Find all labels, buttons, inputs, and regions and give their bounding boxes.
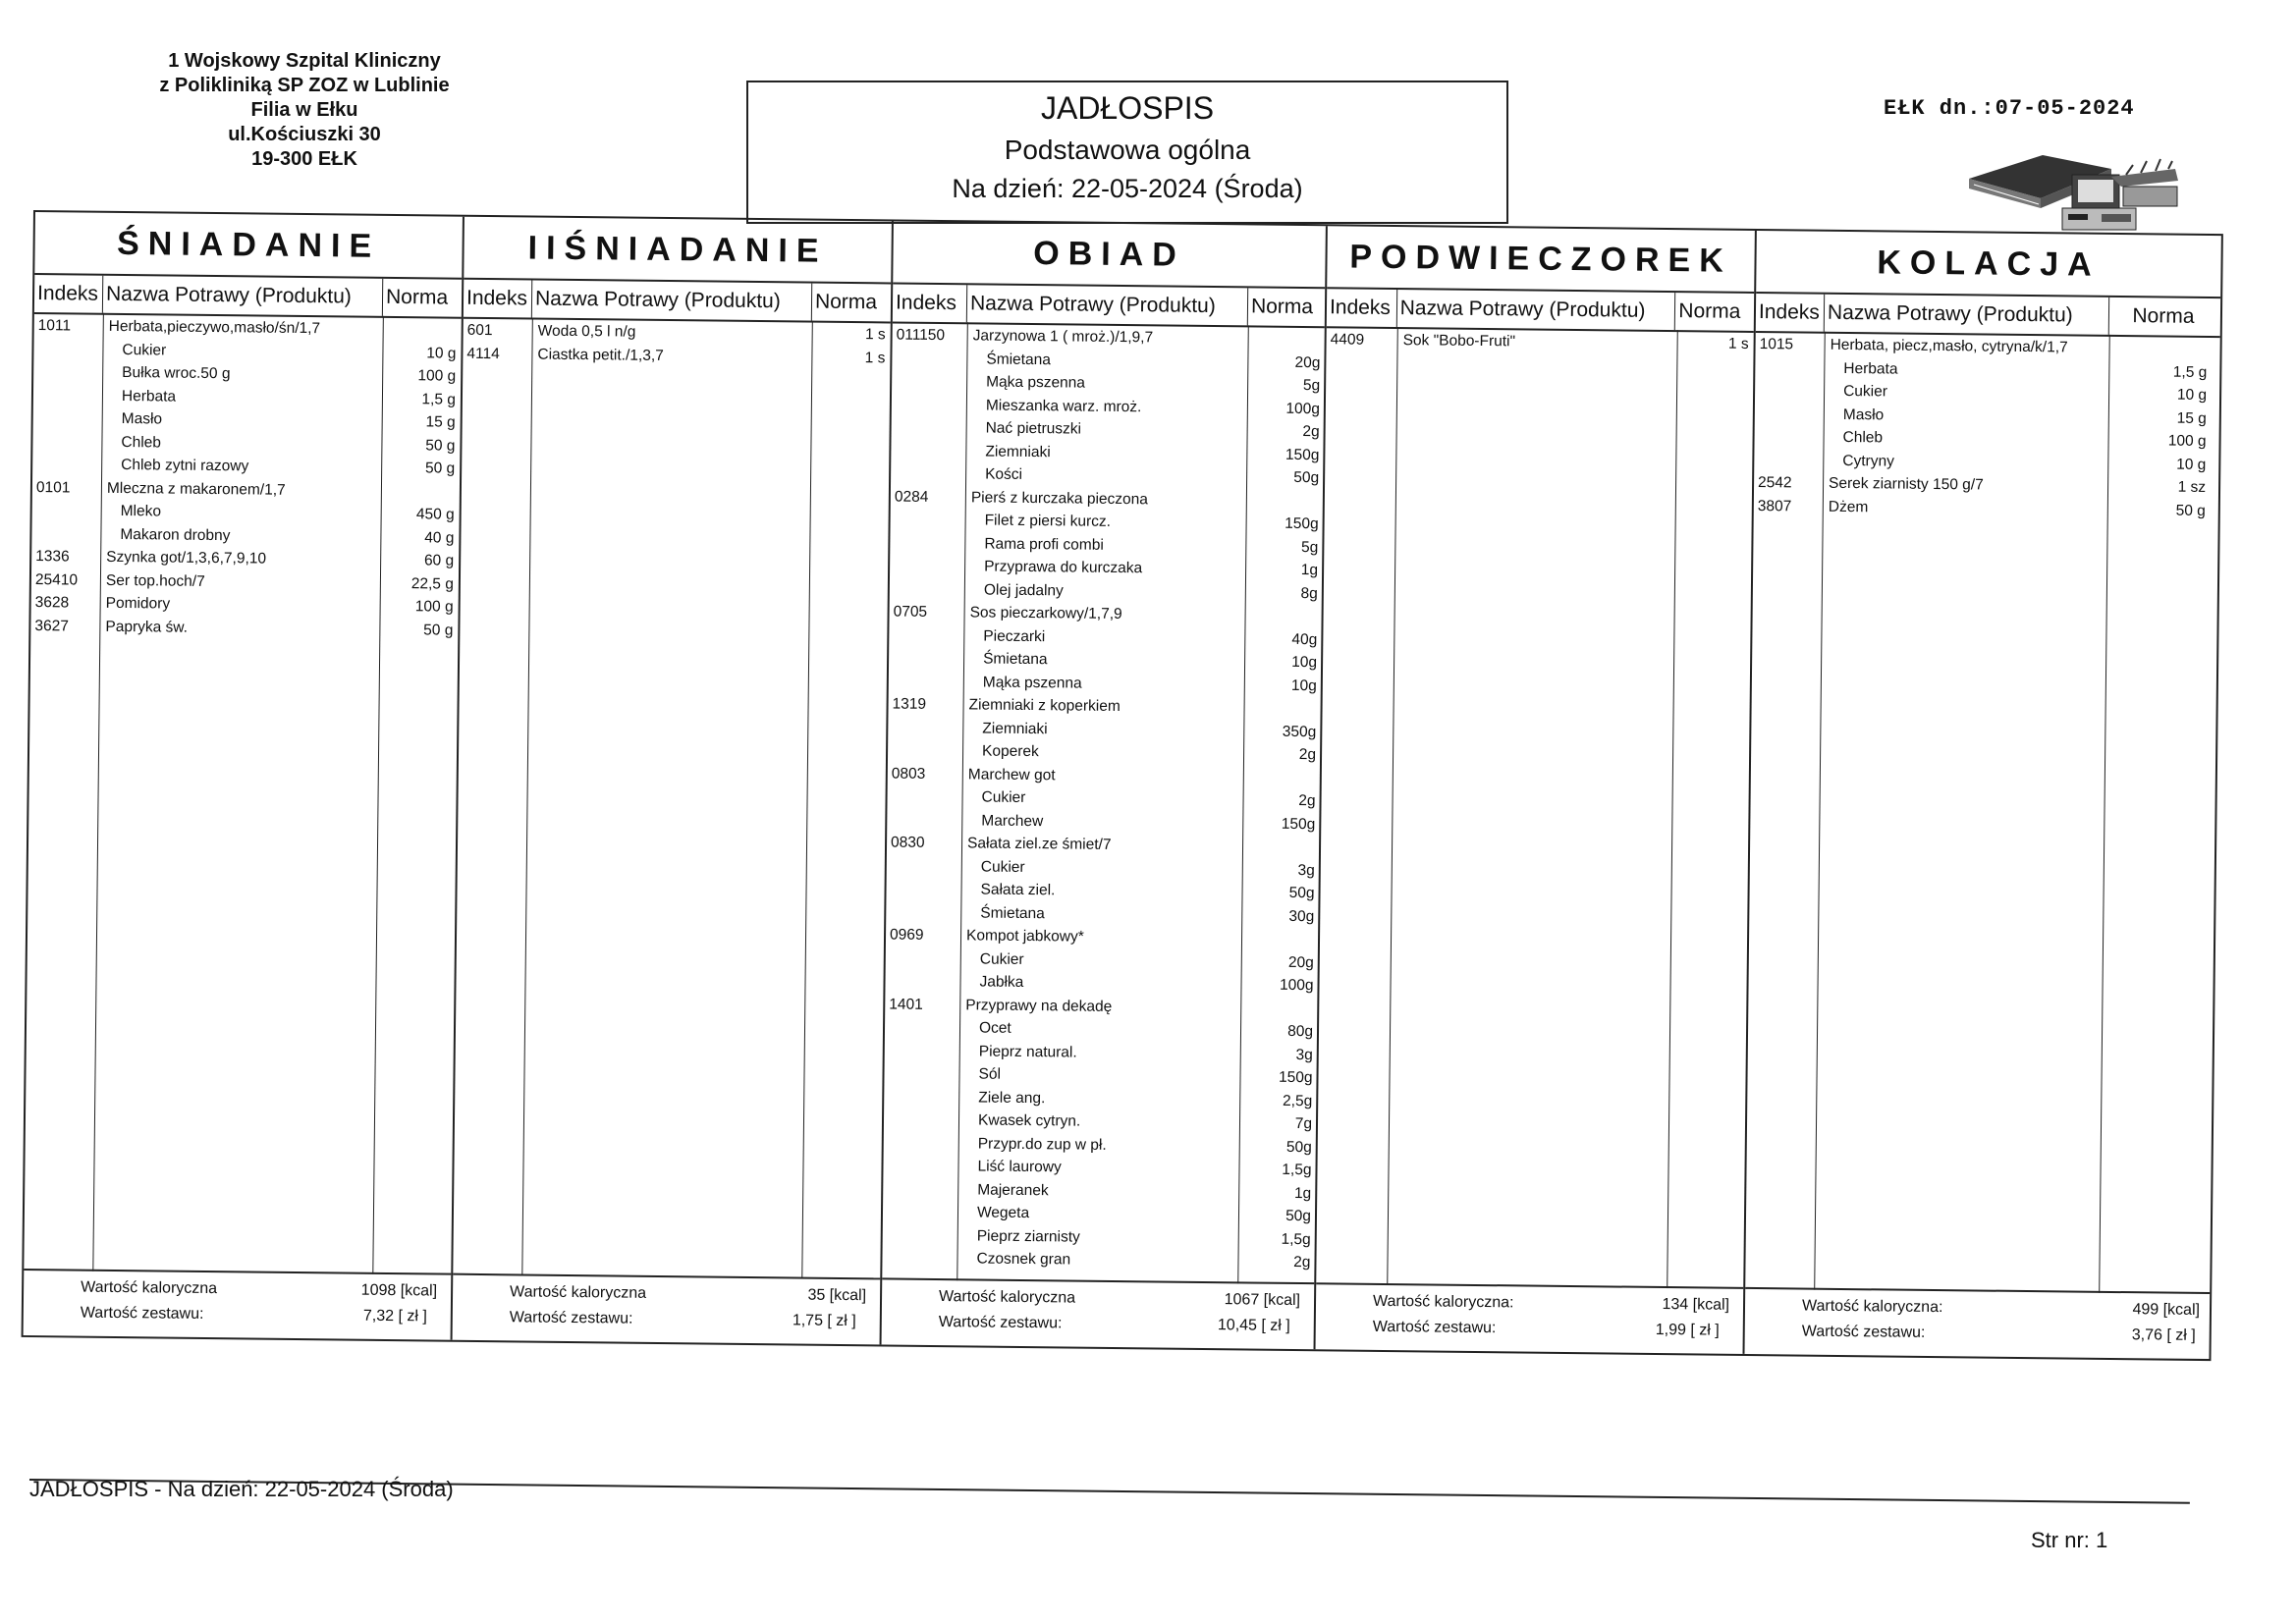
- kcal-label: Wartość kaloryczna: [81, 1278, 218, 1298]
- item-norm: 50g: [1288, 884, 1315, 902]
- item-norm: 2g: [1293, 1253, 1311, 1271]
- col-name-header: Nazwa Potrawy (Produktu): [532, 281, 812, 321]
- col-name-header: Nazwa Potrawy (Produktu): [1396, 290, 1675, 330]
- ingredient-name: Herbata: [121, 387, 177, 406]
- item-norm: 2g: [1298, 745, 1317, 764]
- item-norm: [388, 318, 457, 319]
- hospital-line: 19-300 EŁK: [251, 148, 357, 170]
- cost-value: 7,32 [ zł ]: [362, 1307, 427, 1325]
- ingredient-name: Filet z piersi kurcz.: [984, 512, 1112, 530]
- meal-title: PODWIECZOREK: [1327, 226, 1755, 294]
- item-index: 1015: [1759, 336, 1794, 353]
- menu-item-row: [1327, 328, 1754, 355]
- ingredient-name: Olej jadalny: [983, 580, 1064, 599]
- meal-footer: [882, 1277, 1315, 1349]
- ingredient-name: Sałata ziel.: [980, 881, 1056, 899]
- item-norm: 60 g: [423, 552, 455, 569]
- ingredient-name: Makaron drobny: [120, 525, 231, 544]
- meal-title: ŚNIADANIE: [34, 212, 463, 280]
- item-index: 1336: [35, 548, 70, 566]
- hospital-address: [118, 49, 491, 172]
- item-norm: 100 g: [417, 367, 457, 385]
- ingredient-name: Śmietana: [980, 903, 1045, 922]
- item-index: 0705: [893, 603, 928, 621]
- item-norm: 1,5g: [1282, 1161, 1312, 1179]
- item-norm: 1 s: [864, 326, 886, 344]
- col-norm-header: Norma: [1678, 299, 1741, 323]
- item-index: 0803: [891, 764, 926, 783]
- page-number: Str nr: 1: [2031, 1528, 2108, 1552]
- item-index: 0969: [889, 926, 924, 944]
- item-index: 3627: [34, 617, 69, 634]
- cost-label: Wartość zestawu:: [80, 1304, 204, 1323]
- meal-items: [453, 317, 891, 1280]
- ingredient-name: Masło: [121, 409, 163, 428]
- item-norm: 10 g: [426, 344, 457, 362]
- ingredient-name: Rama profi combi: [984, 534, 1104, 554]
- meal-footer: [24, 1269, 452, 1340]
- menu-item-row: [30, 614, 458, 641]
- ingredient-name: Sól: [978, 1065, 1002, 1083]
- ingredient-name: Herbata: [1843, 359, 1898, 378]
- item-norm: 20g: [1287, 953, 1314, 971]
- ingredient-name: Ziemniaki: [985, 443, 1051, 460]
- cost-value: 3,76 [ zł ]: [2131, 1326, 2196, 1344]
- dish-name: Sos pieczarkowy/1,7,9: [969, 604, 1122, 623]
- item-norm: 7g: [1294, 1114, 1313, 1133]
- meal-items: [24, 312, 462, 1275]
- item-norm: 15 g: [2176, 409, 2207, 427]
- ingredient-name: Mąka pszenna: [982, 673, 1082, 692]
- item-norm: 3g: [1295, 1046, 1313, 1063]
- item-norm: 1,5 g: [421, 390, 457, 408]
- ingredient-name: Marchew: [981, 811, 1044, 830]
- item-norm: 30g: [1288, 907, 1315, 925]
- ingredient-name: Pieczarki: [983, 626, 1046, 645]
- col-index-header: Indeks: [464, 280, 532, 318]
- dish-name: Woda 0,5 l n/g: [537, 322, 636, 341]
- ingredient-name: Nać pietruszki: [985, 419, 1082, 438]
- ingredient-name: Cukier: [981, 788, 1026, 806]
- meal-items: [1316, 326, 1754, 1289]
- item-norm: 2,5g: [1282, 1092, 1313, 1109]
- dish-name: Dżem: [1828, 498, 1869, 515]
- item-norm: 50g: [1285, 1138, 1312, 1156]
- item-norm: [1252, 327, 1321, 328]
- item-index: 0284: [894, 488, 929, 506]
- meal-items: [1745, 331, 2220, 1294]
- item-norm: 150g: [1285, 514, 1319, 533]
- item-index: 4409: [1330, 331, 1365, 349]
- col-index-header: Indeks: [1327, 289, 1397, 327]
- item-index: 3628: [34, 594, 70, 612]
- col-name-header: Nazwa Potrawy (Produktu): [967, 285, 1248, 325]
- meal-title: IIŚNIADANIE: [464, 217, 892, 285]
- item-index: 1401: [889, 995, 923, 1013]
- ingredient-name: Cukier: [122, 341, 167, 358]
- dish-name: Serek ziarnisty 150 g/7: [1829, 474, 1984, 494]
- kcal-label: Wartość kaloryczna: [510, 1283, 647, 1302]
- ingredient-name: Ziele ang.: [978, 1088, 1046, 1107]
- item-norm: 450 g: [415, 506, 455, 523]
- item-index: 3807: [1757, 497, 1792, 514]
- dish-name: Ser top.hoch/7: [105, 571, 205, 590]
- ingredient-name: Chleb zytni razowy: [121, 456, 249, 475]
- item-index: 601: [466, 321, 493, 340]
- col-index-header: Indeks: [1756, 294, 1825, 332]
- ingredient-name: Cukier: [980, 857, 1025, 876]
- kcal-label: Wartość kaloryczna: [938, 1288, 1076, 1307]
- ingredient-name: Cukier: [979, 949, 1024, 968]
- meal-section-second-breakfast: [453, 217, 894, 1345]
- ingredient-name: Przyprawa do kurczaka: [984, 558, 1143, 577]
- col-norm-header: Norma: [2132, 304, 2195, 328]
- ingredient-name: Pieprz natural.: [978, 1042, 1077, 1061]
- bottom-caption: JADŁOSPIS - Na dzień: 22-05-2024 (Środa): [29, 1477, 454, 1501]
- item-norm: 100g: [1285, 400, 1320, 417]
- item-norm: 1,5g: [1281, 1230, 1311, 1248]
- dish-name: Przyprawy na dekadę: [965, 996, 1113, 1015]
- ingredient-name: Mąka pszenna: [986, 373, 1086, 392]
- ingredient-name: Czosnek gran: [976, 1250, 1071, 1269]
- menu-item-row: [882, 1246, 1314, 1273]
- item-norm: 50 g: [424, 460, 456, 477]
- item-norm: 100g: [1279, 976, 1314, 995]
- item-norm: 50 g: [425, 436, 456, 455]
- dish-name: Pomidory: [105, 594, 171, 613]
- item-norm: 5g: [1302, 377, 1321, 395]
- menu-item-row: [463, 342, 890, 369]
- item-norm: 100 g: [2167, 432, 2207, 450]
- diet-name: Podstawowa ogólna: [1004, 135, 1251, 165]
- ingredient-name: Majeranek: [977, 1180, 1049, 1199]
- dish-name: Sałata ziel.ze śmiet/7: [966, 835, 1112, 853]
- item-norm: 8g: [1300, 584, 1318, 602]
- cost-value: 10,45 [ zł ]: [1217, 1317, 1290, 1334]
- hospital-line: ul.Kościuszki 30: [228, 124, 381, 145]
- hospital-line: 1 Wojskowy Szpital Kliniczny: [168, 50, 441, 72]
- hospital-line: z Polikliniką SP ZOZ w Lublinie: [159, 75, 450, 96]
- item-norm: 50 g: [423, 621, 454, 639]
- item-norm: 1 s: [864, 349, 886, 366]
- meal-title: KOLACJA: [1756, 231, 2221, 298]
- ingredient-name: Przypr.do zup w pł.: [977, 1134, 1107, 1154]
- ingredient-name: Kości: [985, 465, 1023, 483]
- item-norm: 10g: [1290, 676, 1317, 694]
- item-norm: 2g: [1302, 422, 1320, 441]
- kcal-value: 1067 [kcal]: [1224, 1291, 1301, 1310]
- col-norm-header: Norma: [1250, 295, 1314, 319]
- item-index: 1011: [37, 317, 72, 335]
- ingredient-name: Chleb: [1842, 428, 1884, 447]
- item-norm: 50g: [1285, 1207, 1312, 1225]
- ingredient-name: Ocet: [978, 1019, 1011, 1037]
- item-norm: 50 g: [2175, 502, 2206, 519]
- item-norm: 1,5 g: [2172, 363, 2208, 381]
- kcal-value: 1098 [kcal]: [360, 1281, 438, 1300]
- dish-name: Sok "Bobo-Fruti": [1402, 332, 1516, 351]
- issue-date: EŁK dn.:07-05-2024: [1884, 96, 2135, 121]
- ingredient-name: Chleb: [121, 433, 162, 451]
- item-norm: 1g: [1300, 561, 1319, 579]
- meal-footer: [1744, 1287, 2210, 1359]
- item-index: 0101: [35, 478, 71, 496]
- item-norm: [386, 479, 455, 480]
- item-norm: 20g: [1294, 353, 1321, 371]
- item-norm: [1249, 604, 1318, 605]
- cost-label: Wartość zestawu:: [509, 1309, 633, 1327]
- ingredient-name: Koperek: [982, 742, 1039, 761]
- item-norm: 10 g: [2176, 386, 2208, 404]
- item-index: 25410: [34, 570, 79, 589]
- item-norm: 15 g: [425, 413, 456, 431]
- ingredient-name: Mieszanka warz. mroż.: [985, 397, 1142, 415]
- item-norm: 10 g: [2176, 456, 2207, 473]
- item-norm: 3g: [1297, 861, 1315, 879]
- cost-label: Wartość zestawu:: [1372, 1318, 1497, 1337]
- ingredient-name: Jabłka: [979, 973, 1024, 991]
- ingredient-name: Liść laurowy: [977, 1158, 1062, 1176]
- item-index: 1319: [892, 695, 927, 713]
- item-norm: [1247, 766, 1316, 767]
- kcal-value: 134 [kcal]: [1662, 1296, 1730, 1314]
- item-index: 4114: [466, 345, 500, 362]
- ingredient-name: Cytryny: [1842, 452, 1894, 470]
- menu-title-box: [746, 81, 1508, 224]
- item-norm: 1 s: [1727, 335, 1749, 352]
- ingredient-name: Masło: [1842, 406, 1885, 423]
- dish-name: Mleczna z makaronem/1,7: [106, 479, 286, 499]
- meal-footer: [1316, 1282, 1744, 1354]
- menu-heading: JADŁOSPIS: [1040, 90, 1215, 126]
- kcal-label: Wartość kaloryczna:: [1372, 1292, 1514, 1312]
- item-norm: 1g: [1293, 1184, 1312, 1202]
- item-norm: [1248, 696, 1317, 697]
- dish-name: Papryka św.: [105, 618, 189, 636]
- meal-footer: [453, 1273, 881, 1345]
- dish-name: Marchew got: [967, 765, 1056, 784]
- ingredient-name: Kwasek cytryn.: [977, 1111, 1081, 1130]
- ingredient-name: Śmietana: [983, 650, 1048, 669]
- cost-value: 1,75 [ zł ]: [792, 1312, 856, 1330]
- item-norm: [1245, 927, 1314, 928]
- meal-section-lunch: [882, 221, 1328, 1349]
- meal-section-breakfast: [24, 212, 465, 1340]
- dish-name: Herbata,pieczywo,masło/śn/1,7: [108, 317, 321, 338]
- item-norm: 150g: [1281, 815, 1316, 833]
- ingredient-name: Mleko: [120, 502, 162, 520]
- col-norm-header: Norma: [385, 285, 449, 309]
- meal-title: OBIAD: [893, 221, 1326, 289]
- col-index-header: Indeks: [34, 275, 103, 313]
- item-norm: 350g: [1282, 723, 1317, 740]
- menu-date: Na dzień: 22-05-2024 (Środa): [952, 174, 1303, 203]
- item-norm: 1 sz: [2177, 478, 2207, 496]
- item-norm: [1244, 997, 1313, 998]
- item-norm: 5g: [1301, 538, 1319, 556]
- item-norm: 150g: [1278, 1068, 1313, 1087]
- ingredient-name: Śmietana: [986, 351, 1051, 368]
- ingredient-name: Wegeta: [976, 1204, 1030, 1222]
- item-norm: [2113, 337, 2208, 338]
- col-name-header: Nazwa Potrawy (Produktu): [1825, 295, 2109, 335]
- dish-name: Jarzynowa 1 ( mroż.)/1,9,7: [972, 327, 1154, 347]
- col-norm-header: Norma: [814, 290, 878, 314]
- cost-label: Wartość zestawu:: [1801, 1323, 1926, 1341]
- item-norm: 80g: [1287, 1022, 1314, 1041]
- item-norm: [1246, 835, 1315, 836]
- dish-name: Ziemniaki z koperkiem: [968, 696, 1121, 716]
- dish-name: Kompot jabkowy*: [965, 927, 1084, 946]
- item-norm: [1250, 489, 1319, 490]
- item-norm: 10g: [1291, 653, 1318, 672]
- item-norm: 40 g: [424, 528, 455, 547]
- ingredient-name: Bułka wroc.50 g: [122, 363, 231, 383]
- item-norm: 40g: [1291, 630, 1318, 648]
- item-index: 011150: [896, 326, 946, 345]
- item-norm: 100 g: [414, 598, 454, 616]
- dish-name: Herbata, piecz,masło, cytryna/k/1,7: [1830, 336, 2068, 356]
- item-index: 0830: [890, 834, 925, 851]
- item-norm: 50g: [1293, 468, 1320, 487]
- item-index: 2542: [1758, 474, 1792, 492]
- item-norm: 150g: [1285, 446, 1320, 463]
- dish-name: Szynka got/1,3,6,7,9,10: [106, 548, 267, 568]
- meal-section-dinner: [1744, 231, 2220, 1359]
- hospital-line: Filia w Ełku: [250, 99, 358, 121]
- ingredient-name: Cukier: [1843, 382, 1887, 401]
- col-index-header: Indeks: [893, 284, 967, 322]
- kcal-value: 35 [kcal]: [807, 1286, 867, 1305]
- ingredient-name: Ziemniaki: [982, 719, 1048, 737]
- ingredient-name: Pieprz ziarnisty: [976, 1226, 1080, 1246]
- item-norm: 22,5 g: [410, 574, 454, 593]
- dish-name: Ciastka petit./1,3,7: [537, 346, 664, 364]
- kcal-label: Wartość kaloryczna:: [1801, 1297, 1943, 1317]
- meal-items: [882, 321, 1325, 1284]
- dish-name: Pierś z kurczaka pieczona: [970, 488, 1149, 508]
- menu-table: [22, 210, 2223, 1361]
- meal-section-afternoon-snack: [1316, 226, 1757, 1354]
- cost-label: Wartość zestawu:: [938, 1314, 1063, 1332]
- cost-value: 1,99 [ zł ]: [1655, 1321, 1720, 1339]
- col-name-header: Nazwa Potrawy (Produktu): [103, 276, 383, 316]
- item-norm: 2g: [1298, 791, 1316, 810]
- kcal-value: 499 [kcal]: [2132, 1301, 2201, 1319]
